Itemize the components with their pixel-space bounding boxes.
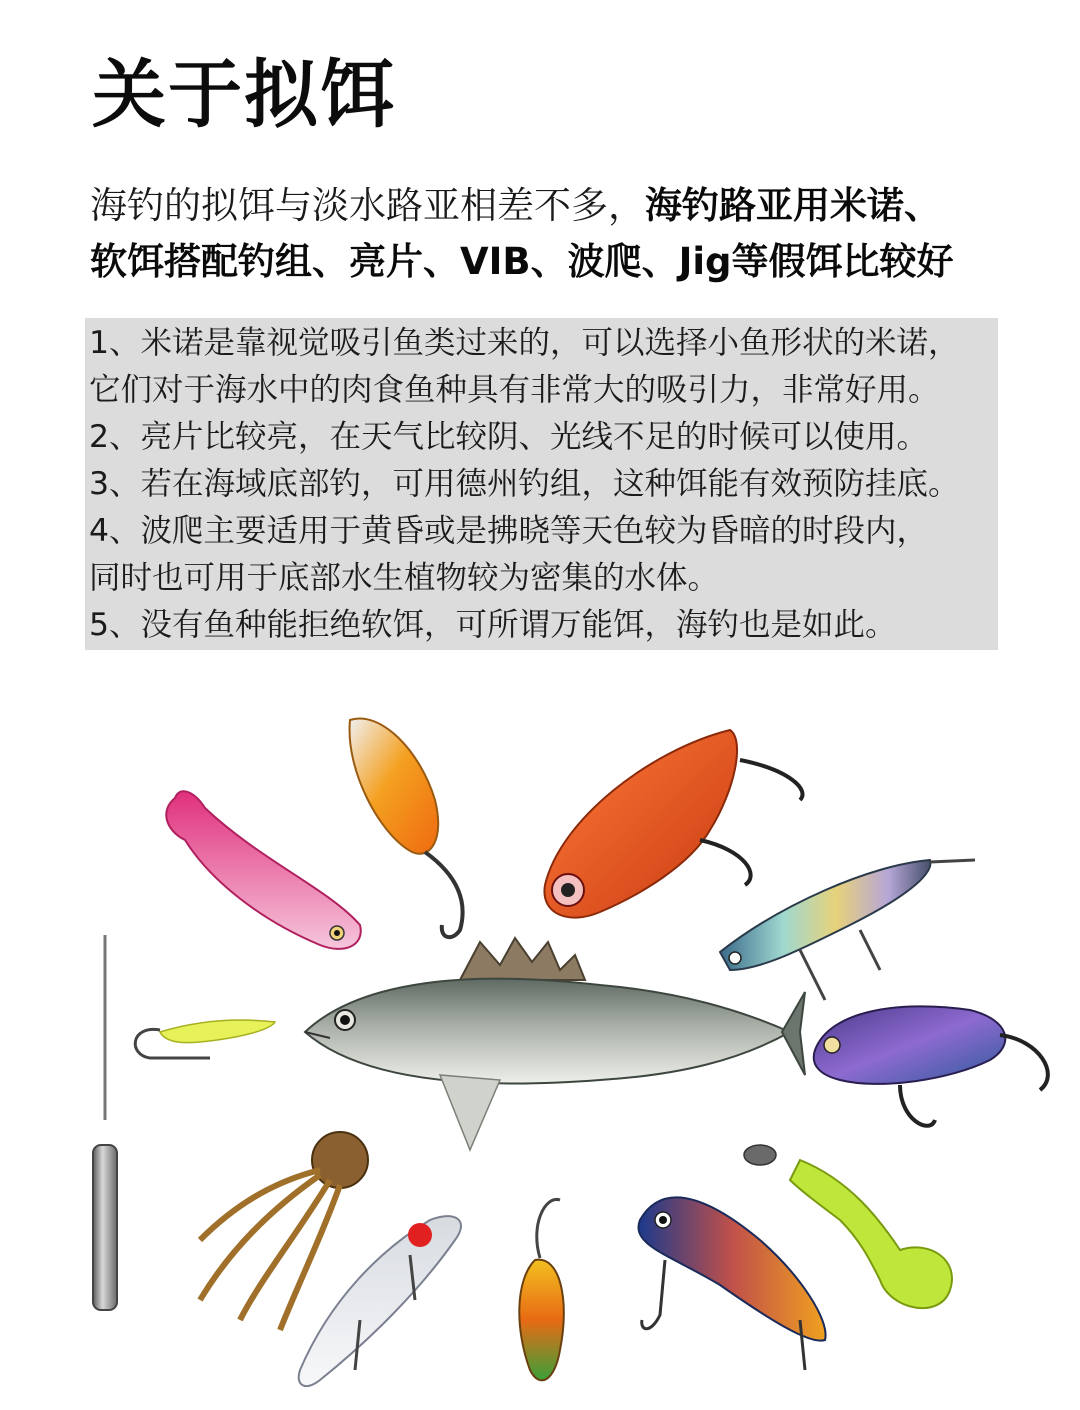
tips-box bbox=[85, 318, 998, 650]
green-spoon-lure bbox=[519, 1199, 564, 1380]
orange-spoon-lure bbox=[350, 718, 463, 937]
clear-minnow-lure bbox=[299, 1216, 461, 1386]
lures-illustration bbox=[0, 680, 1080, 1410]
tip-line: 5、没有鱼种能拒绝软饵，可所谓万能饵，海钓也是如此。 bbox=[89, 607, 897, 643]
intro-bold-text-2: 软饵搭配钓组、亮片、VIB、波爬、Jig等假饵比较好 bbox=[90, 240, 954, 283]
intro-plain-text: 海钓的拟饵与淡水路亚相差不多， bbox=[90, 184, 645, 227]
yellow-grub-on-hook bbox=[135, 1020, 275, 1058]
page-title: 关于拟饵 bbox=[92, 52, 396, 138]
texas-rig-weight bbox=[93, 935, 117, 1310]
tip-line: 1、米诺是靠视觉吸引鱼类过来的，可以选择小鱼形状的米诺， bbox=[89, 325, 960, 361]
orange-vib-lure bbox=[544, 730, 802, 918]
tip-line: 它们对于海水中的肉食鱼种具有非常大的吸引力，非常好用。 bbox=[89, 372, 940, 408]
intro-bold-text-1: 海钓路亚用米诺、 bbox=[645, 184, 941, 227]
pink-soft-shad-lure bbox=[166, 791, 360, 949]
holographic-minnow-lure bbox=[720, 860, 975, 1000]
tip-line: 3、若在海域底部钓，可用德州钓组，这种饵能有效预防挂底。 bbox=[89, 466, 960, 502]
tip-line: 2、亮片比较亮，在天气比较阴、光线不足的时候可以使用。 bbox=[89, 419, 929, 455]
purple-vib-lure bbox=[814, 1006, 1048, 1125]
tip-line: 同时也可用于底部水生植物较为密集的水体。 bbox=[89, 560, 720, 596]
blue-popper-lure bbox=[638, 1197, 825, 1370]
tip-line: 4、波爬主要适用于黄昏或是拂晓等天色较为昏暗的时段内， bbox=[89, 513, 929, 549]
intro-paragraph bbox=[90, 178, 1010, 290]
